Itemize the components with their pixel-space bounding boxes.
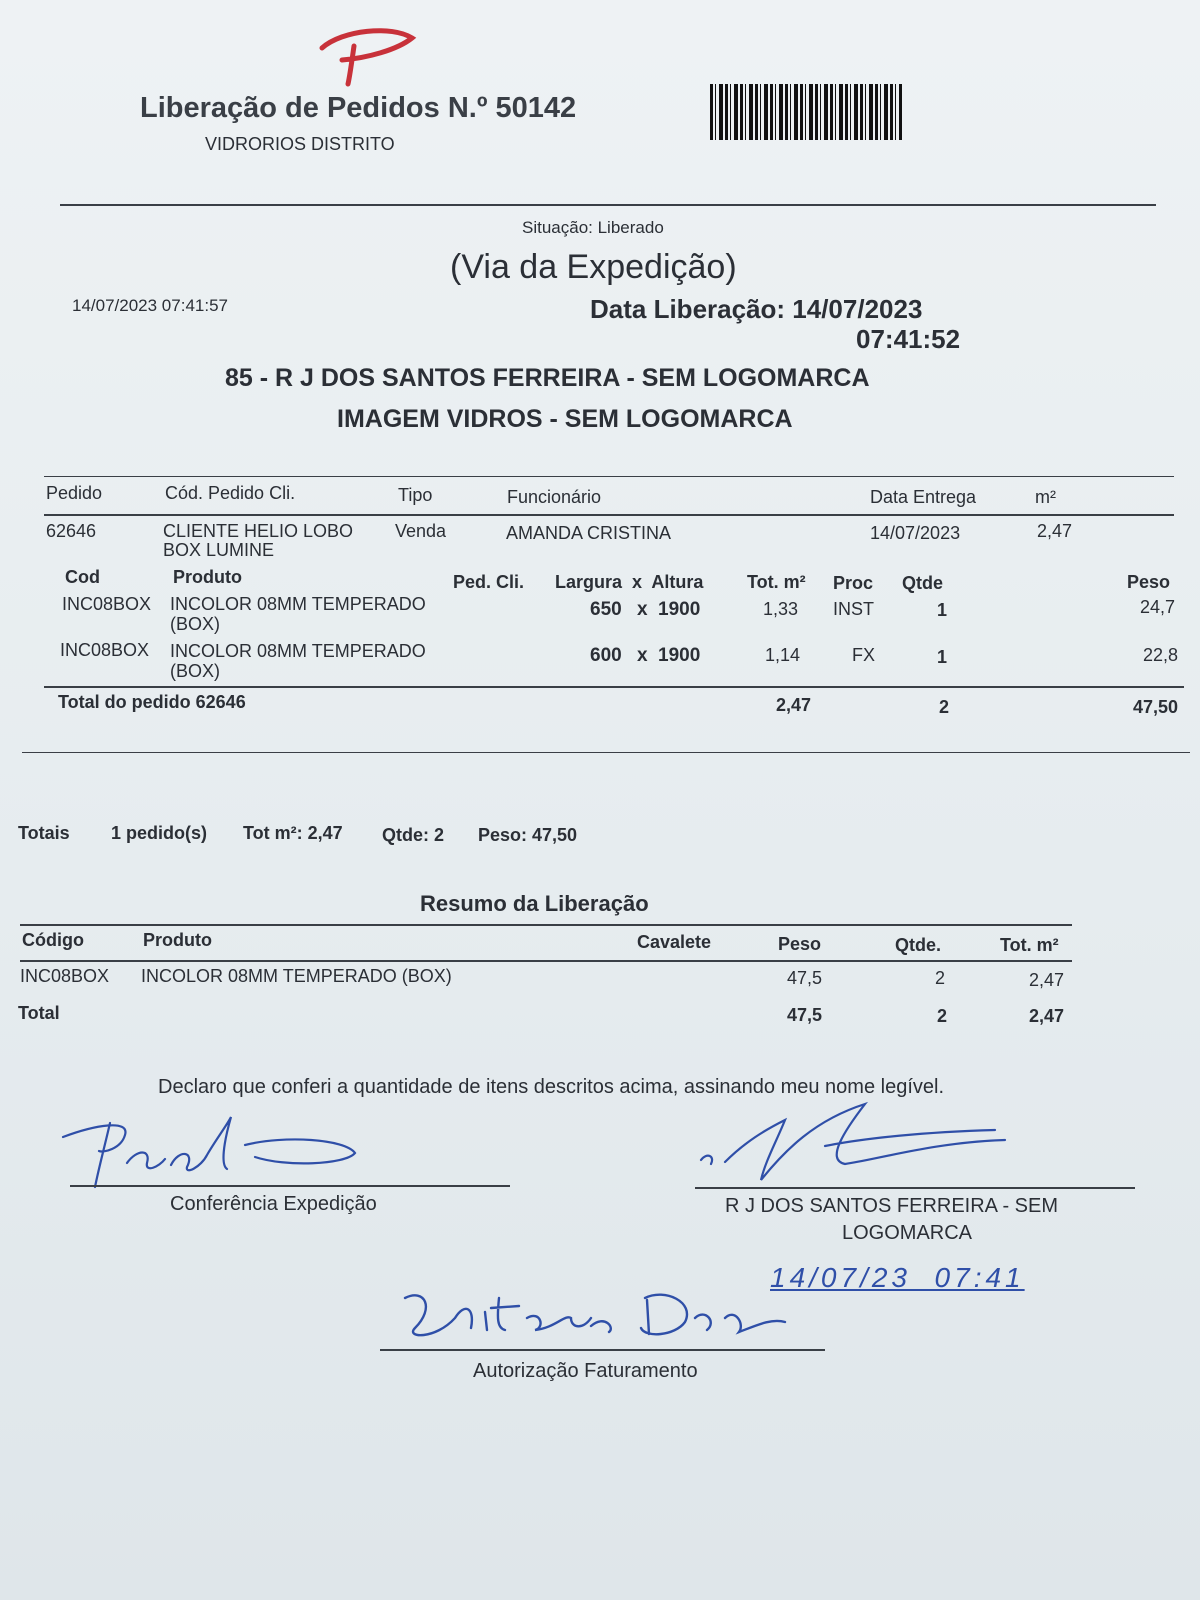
order-client-code-2: BOX LUMINE <box>163 540 275 560</box>
summary-col-qtde: Qtde. <box>895 935 942 955</box>
signature-label-left: Conferência Expedição <box>170 1193 377 1215</box>
status-text: Situação: Liberado <box>522 218 664 237</box>
totals-orders: 1 pedido(s) <box>111 823 208 843</box>
order-employee: AMANDA CRISTINA <box>506 523 672 543</box>
item-col-cod: Cod <box>65 567 100 587</box>
signature-faturamento <box>395 1278 815 1358</box>
order-m2: 2,47 <box>1037 521 1073 541</box>
item-2-qtde: 1 <box>937 647 948 667</box>
barcode <box>710 84 902 140</box>
client-subname: IMAGEM VIDROS - SEM LOGOMARCA <box>337 405 793 433</box>
order-client-code-1: CLIENTE HELIO LOBO <box>163 521 354 541</box>
printed-timestamp: 14/07/2023 07:41:57 <box>72 296 228 315</box>
order-table-top-line <box>44 476 1174 477</box>
summary-total-label: Total <box>18 1003 60 1023</box>
item-col-largura-altura: Largura x Altura <box>555 572 704 592</box>
order-total-peso: 47,50 <box>1133 697 1179 717</box>
item-2-largura: 600 <box>590 645 622 666</box>
signature-line-left <box>70 1185 510 1187</box>
summary-total-peso: 47,5 <box>787 1005 823 1025</box>
col-m2: m² <box>1035 487 1056 507</box>
summary-title: Resumo da Liberação <box>420 891 649 916</box>
summary-col-produto: Produto <box>143 930 212 950</box>
signature-client <box>695 1090 1015 1190</box>
summary-col-tot-m2: Tot. m² <box>1000 935 1059 955</box>
order-total-line <box>44 686 1184 688</box>
copy-type: (Via da Expedição) <box>450 248 737 286</box>
summary-col-peso: Peso <box>778 934 822 954</box>
summary-row-peso: 47,5 <box>787 968 823 988</box>
item-1-produto: INCOLOR 08MM TEMPERADO <box>170 594 426 614</box>
order-delivery-date: 14/07/2023 <box>870 523 961 543</box>
red-check-mark-icon <box>312 20 422 90</box>
col-funcionario: Funcionário <box>507 487 602 507</box>
order-type: Venda <box>395 521 447 541</box>
item-2-altura: 1900 <box>658 645 701 666</box>
release-time: 07:41:52 <box>856 324 961 354</box>
summary-top-line <box>20 924 1072 926</box>
col-pedido: Pedido <box>46 483 103 503</box>
summary-header-line <box>20 960 1072 962</box>
item-2-proc: FX <box>852 645 876 665</box>
signature-label-bottom: Autorização Faturamento <box>473 1360 698 1382</box>
col-cod-pedido-cli: Cód. Pedido Cli. <box>165 483 296 503</box>
item-1-proc: INST <box>833 599 875 619</box>
order-total-m2: 2,47 <box>776 695 812 715</box>
summary-row-produto: INCOLOR 08MM TEMPERADO (BOX) <box>141 966 452 986</box>
item-col-peso: Peso <box>1127 572 1171 592</box>
handwritten-date: 14/07/23 07:41 <box>770 1262 1025 1293</box>
item-col-tot-m2: Tot. m² <box>747 572 806 592</box>
item-col-qtde: Qtde <box>902 573 944 593</box>
col-tipo: Tipo <box>398 485 433 505</box>
summary-total-qtde: 2 <box>937 1006 948 1026</box>
item-2-x: x <box>637 645 648 666</box>
signature-conferencia <box>55 1105 375 1195</box>
section-divider <box>22 752 1190 753</box>
summary-row-qtde: 2 <box>935 968 946 988</box>
item-col-produto: Produto <box>173 567 242 587</box>
item-1-altura: 1900 <box>658 599 701 620</box>
item-2-peso: 22,8 <box>1143 645 1179 665</box>
signature-line-bottom <box>380 1349 825 1351</box>
order-header-line <box>44 514 1174 516</box>
summary-row-tot-m2: 2,47 <box>1029 970 1065 990</box>
totals-m2: Tot m²: 2,47 <box>243 823 343 843</box>
order-total-label: Total do pedido 62646 <box>58 692 246 712</box>
item-1-tot-m2: 1,33 <box>763 599 799 619</box>
totals-peso: Peso: 47,50 <box>478 825 578 845</box>
summary-row-codigo: INC08BOX <box>20 966 110 986</box>
item-1-x: x <box>637 599 648 620</box>
order-number: 62646 <box>46 521 97 541</box>
order-total-qtde: 2 <box>939 697 950 717</box>
item-2-tot-m2: 1,14 <box>765 645 801 665</box>
col-data-entrega: Data Entrega <box>870 487 977 507</box>
totals-label: Totais <box>18 823 70 843</box>
release-date: Data Liberação: 14/07/2023 <box>590 294 923 324</box>
header-divider <box>60 204 1156 206</box>
company-name: VIDRORIOS DISTRITO <box>205 134 395 154</box>
summary-col-codigo: Código <box>22 930 84 950</box>
item-1-qtde: 1 <box>937 600 948 620</box>
item-col-ped-cli: Ped. Cli. <box>453 572 525 592</box>
signature-label-right-cont: LOGOMARCA <box>842 1222 973 1244</box>
item-1-peso: 24,7 <box>1140 597 1176 617</box>
signature-line-right <box>695 1187 1135 1189</box>
document-title: Liberação de Pedidos N.º 50142 <box>140 92 577 124</box>
item-1-cod: INC08BOX <box>62 594 152 614</box>
totals-qtde: Qtde: 2 <box>382 825 445 845</box>
signature-label-right: R J DOS SANTOS FERREIRA - SEM <box>725 1195 1059 1217</box>
summary-total-tot-m2: 2,47 <box>1029 1006 1065 1026</box>
item-2-cod: INC08BOX <box>60 640 150 660</box>
item-2-produto: INCOLOR 08MM TEMPERADO <box>170 641 426 661</box>
declaration-text: Declaro que conferi a quantidade de itens descritos acima, assinando meu nome legível. <box>158 1076 945 1098</box>
item-1-largura: 650 <box>590 599 622 620</box>
summary-col-cavalete: Cavalete <box>637 932 712 952</box>
item-1-produto-cont: (BOX) <box>170 614 221 634</box>
client-name: 85 - R J DOS SANTOS FERREIRA - SEM LOGOMARCA <box>225 364 870 392</box>
item-col-proc: Proc <box>833 573 874 593</box>
item-2-produto-cont: (BOX) <box>170 661 221 681</box>
